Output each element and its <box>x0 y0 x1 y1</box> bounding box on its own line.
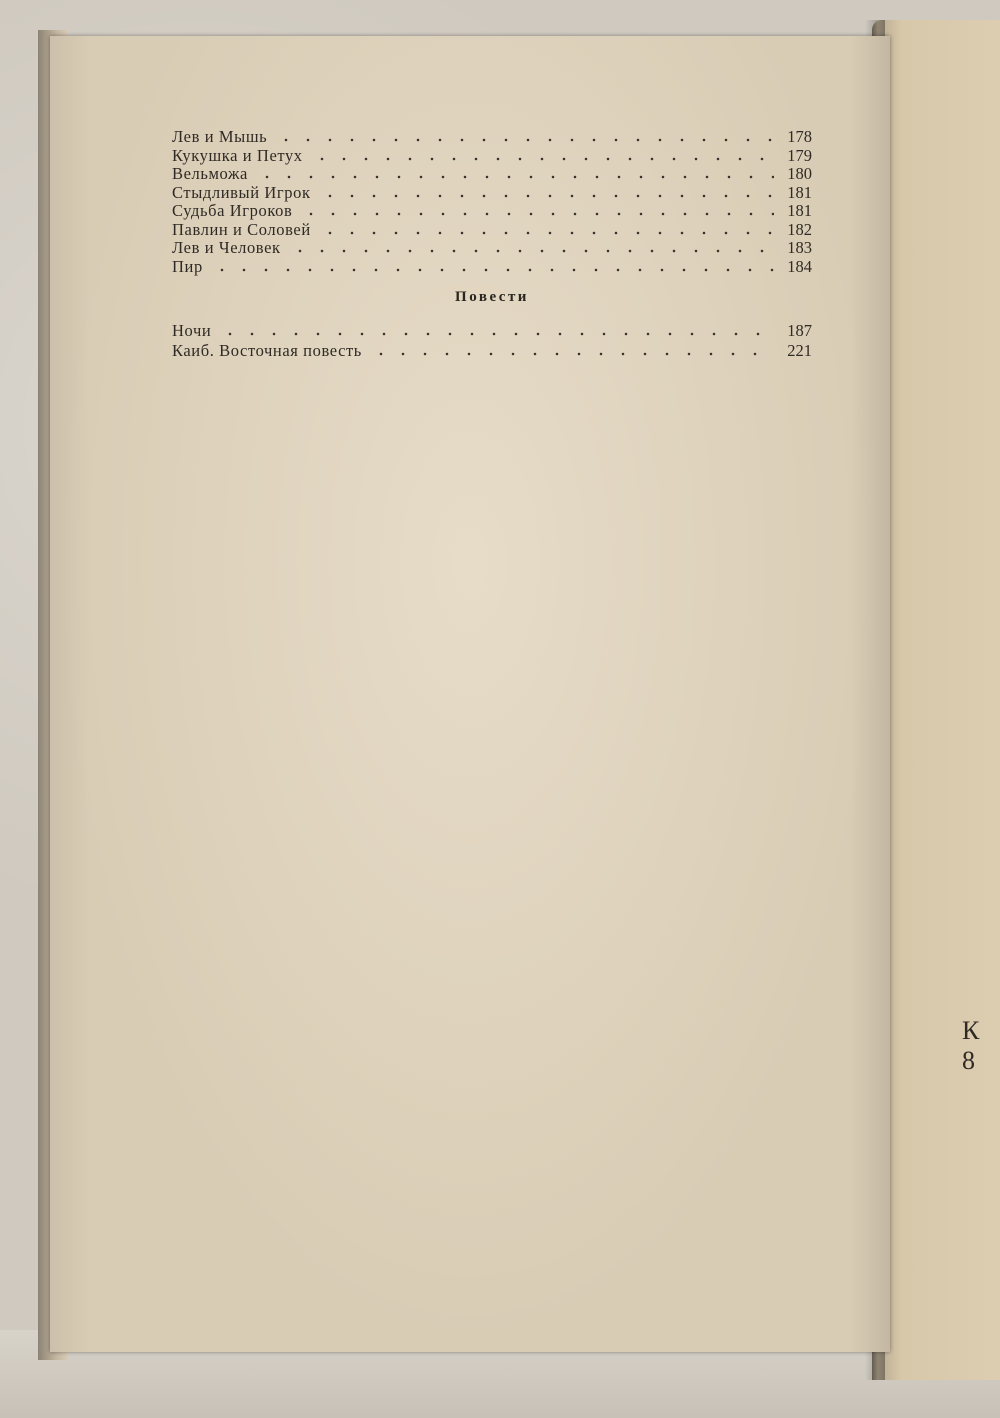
dot-leader <box>275 138 774 142</box>
toc-entry-title: Ночи <box>172 321 212 340</box>
toc-entry-page: 183 <box>787 238 812 257</box>
dot-leader <box>219 332 774 336</box>
toc-entry-title: Лев и Мышь <box>172 127 268 146</box>
toc-entry <box>172 147 812 166</box>
toc-entry-page: 181 <box>787 182 812 202</box>
toc-entry-title: Кукушка и Петух <box>172 145 303 165</box>
toc-entry-page: 187 <box>787 321 812 340</box>
toc-entry-title: Каиб. Восточная повесть <box>172 341 362 360</box>
toc-list-stories <box>172 321 812 361</box>
toc-entry-page: 182 <box>787 219 812 239</box>
toc-entry-page: 184 <box>787 256 812 276</box>
toc-entry <box>172 221 812 240</box>
toc-entry-page: 221 <box>787 341 812 360</box>
dot-leader <box>300 212 774 216</box>
toc-entry-title: Стыдливый Игрок <box>172 182 311 202</box>
table-of-contents <box>172 128 812 361</box>
toc-entry <box>172 184 812 203</box>
toc-entry-title: Лев и Человек <box>172 238 281 257</box>
toc-entry <box>172 165 812 184</box>
toc-entry <box>172 341 812 361</box>
dot-leader <box>311 157 774 161</box>
toc-entry-title: Судьба Игроков <box>172 201 293 220</box>
toc-entry-title: Пир <box>172 256 203 276</box>
dot-leader <box>370 352 774 356</box>
toc-entry-page: 180 <box>787 164 812 183</box>
toc-entry <box>172 202 812 221</box>
section-heading: Повести <box>455 289 529 305</box>
toc-entry <box>172 239 812 258</box>
adjacent-page-label: К 8 <box>962 1016 983 1075</box>
toc-entry <box>172 258 812 277</box>
toc-entry-title: Павлин и Соловей <box>172 219 311 239</box>
toc-entry-page: 181 <box>787 201 812 220</box>
toc-entry <box>172 128 812 147</box>
toc-entry-title: Вельможа <box>172 164 248 183</box>
dot-leader <box>319 194 774 198</box>
toc-list-fables <box>172 128 812 276</box>
dot-leader <box>256 175 774 179</box>
dot-leader <box>319 231 774 235</box>
toc-entry-page: 179 <box>787 145 812 165</box>
dot-leader <box>289 249 774 253</box>
toc-entry-page: 178 <box>787 127 812 146</box>
toc-entry <box>172 321 812 341</box>
dot-leader <box>211 268 774 272</box>
adjacent-book-cover <box>872 20 1000 1380</box>
